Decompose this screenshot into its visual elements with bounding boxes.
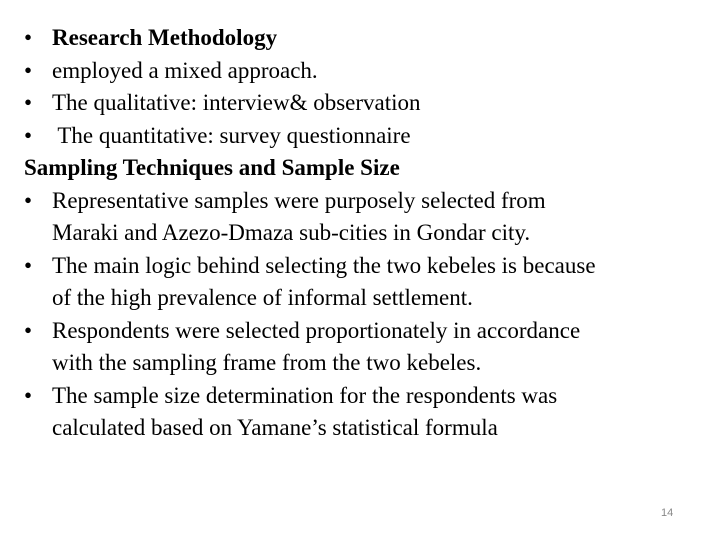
bullet-icon: • <box>24 122 33 148</box>
bullet-text: The quantitative: survey questionnaire <box>52 122 411 148</box>
bullet-icon: • <box>24 382 33 408</box>
bullet-icon: • <box>24 57 33 83</box>
slide-content <box>24 22 704 445</box>
bullet-text <box>52 380 702 445</box>
bullet-item-qualitative <box>24 87 704 120</box>
bullet-text-line: The sample size determination for the respondents was <box>52 382 558 408</box>
bullet-item-main-logic <box>24 250 704 315</box>
bullet-item-representative-samples <box>24 185 704 250</box>
section-heading: Sampling Techniques and Sample Size <box>24 155 400 180</box>
bullet-item-sample-size <box>24 380 704 445</box>
bullet-text-line: Maraki and Azezo-Dmaza sub-cities in Gondar city. <box>52 220 531 245</box>
bullet-item-research-methodology <box>24 22 704 55</box>
bullet-text: employed a mixed approach. <box>52 57 318 83</box>
page-number: 14 <box>661 507 674 519</box>
bullet-item-quantitative <box>24 120 704 153</box>
bullet-text: Research Methodology <box>52 25 278 50</box>
bullet-icon: • <box>24 25 33 50</box>
bullet-text <box>52 250 702 315</box>
bullet-icon: • <box>24 187 33 213</box>
bullet-icon: • <box>24 90 33 115</box>
bullet-icon: • <box>24 252 33 278</box>
bullet-text-line: calculated based on Yamane’s statistical formula <box>52 415 498 440</box>
bullet-text: The qualitative: interview& observation <box>52 90 421 115</box>
bullet-text-line: Respondents were selected proportionately in accordance <box>52 317 581 343</box>
bullet-icon: • <box>24 317 33 343</box>
bullet-item-respondents <box>24 315 704 380</box>
bullet-item-mixed-approach <box>24 55 704 88</box>
bullet-text-line: Representative samples were purposely selected from <box>52 187 546 213</box>
bullet-text-line: The main logic behind selecting the two kebeles is because <box>52 252 596 278</box>
bullet-text-line: with the sampling frame from the two kebeles. <box>52 350 482 375</box>
bullet-text <box>52 185 702 250</box>
bullet-text-line: of the high prevalence of informal settlement. <box>52 285 473 310</box>
bullet-text <box>52 315 702 380</box>
